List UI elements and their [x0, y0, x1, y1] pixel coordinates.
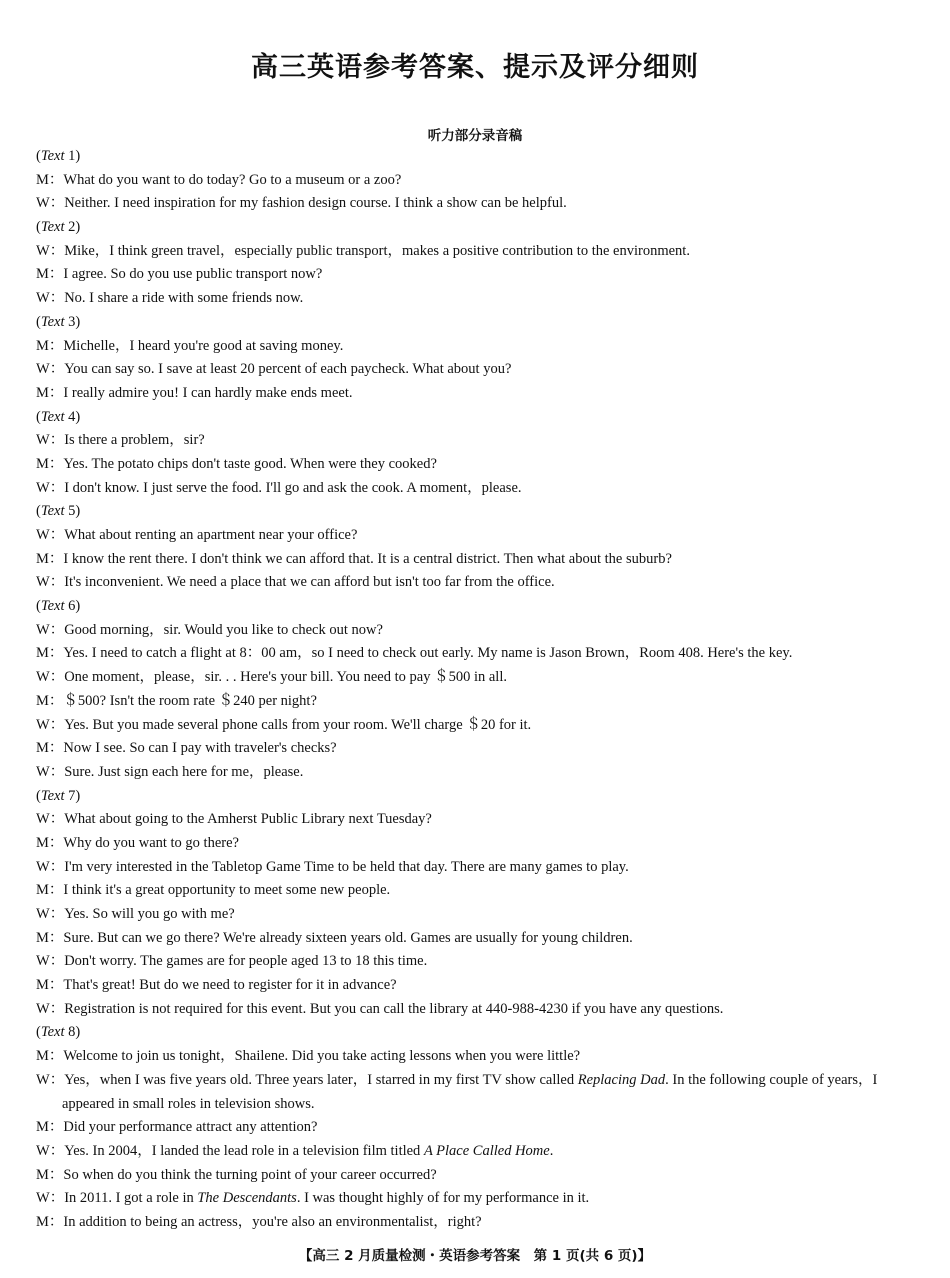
speaker: W [36, 716, 50, 733]
utterance: Yes. But you made several phone calls from your room. We'll charge ＄20 for it. [64, 716, 532, 733]
speaker: W [36, 479, 50, 496]
dialogue-line: M：Welcome to join us tonight，Shailene. Did you take acting lessons when you were little? [36, 1048, 581, 1065]
utterance: Yes. So will you go with me? [64, 906, 235, 922]
dialogue-line: W：It's inconvenient. We need a place that we can afford but isn't too far from the office. [36, 574, 555, 591]
utterance: Why do you want to go there? [63, 834, 239, 851]
dialogue-line: W：Yes，when I was five years old. Three years later，I starred in my first TV show called Replacing Dad. In the following couple of years，I appeared in small roles in television shows. [36, 1071, 878, 1112]
title-italic: Replacing Dad [577, 1071, 666, 1088]
utterance: Yes. The potato chips don't taste good. When were they cooked? [63, 455, 437, 472]
speaker: W [36, 621, 50, 638]
utterance: Sure. Just sign each here for me，please. [64, 763, 304, 780]
speaker: W [36, 953, 50, 970]
speaker: W [36, 527, 50, 543]
utterance: . In the following couple of years，I appeared in small roles in television shows. [62, 1071, 878, 1112]
utterance: Now I see. So can I pay with traveler's checks? [63, 740, 337, 757]
dialogue-line: M：That's great! But do we need to register for it in advance? [36, 977, 397, 994]
text-label-content: (Text 1) [36, 148, 81, 164]
speaker: W [36, 574, 50, 591]
utterance: No. I share a ride with some friends now. [64, 290, 304, 307]
dialogue-line: M：I think it's a great opportunity to meet some new people. [36, 882, 391, 899]
speaker: M [36, 977, 49, 994]
dialogue-line: W：Yes. But you made several phone calls from your room. We'll charge ＄20 for it. [36, 716, 532, 733]
utterance: It's inconvenient. We need a place that we can afford but isn't too far from the office. [64, 574, 555, 591]
utterance: I know the rent there. I don't think we can afford that. It is a central district. Then what about the suburb? [63, 550, 672, 567]
transcript [36, 145, 924, 1235]
utterance: Yes. I need to catch a flight at 8：00 am，so I need to check out early. My name is Jason Brown，Room 408. Here's the key. [63, 645, 793, 662]
speaker: M [36, 882, 49, 899]
dialogue-line: W：Yes. In 2004，I landed the lead role in a television film titled A Place Called Home. [36, 1142, 554, 1159]
speaker: M [36, 834, 49, 851]
utterance: Sure. But can we go there? We're already sixteen years old. Games are usually for young children. [63, 929, 633, 946]
dialogue-line: W：Is there a problem，sir? [36, 432, 205, 449]
dialogue-line: W：Sure. Just sign each here for me，please. [36, 763, 304, 780]
dialogue-line: W：Don't worry. The games are for people aged 13 to 18 this time. [36, 953, 428, 970]
dialogue-line: M：＄500? Isn't the room rate ＄240 per night? [36, 692, 317, 709]
speaker: M [36, 455, 49, 472]
speaker: M [36, 645, 49, 662]
text-label-content: (Text 5) [36, 503, 81, 520]
speaker: M [36, 740, 49, 757]
dialogue-line: M：Sure. But can we go there? We're already sixteen years old. Games are usually for young children. [36, 929, 633, 946]
utterance: Registration is not required for this event. But you can call the library at 440-988-4230 if you have any questions. [64, 1000, 724, 1017]
utterance: What do you want to do today? Go to a museum or a zoo? [63, 171, 402, 188]
speaker: M [36, 1214, 49, 1230]
text-label [36, 406, 924, 430]
text-label [36, 785, 924, 809]
speaker: M [36, 929, 49, 946]
dialogue-line: W：Yes. So will you go with me? [36, 906, 235, 922]
dialogue-line: W：Neither. I need inspiration for my fashion design course. I think a show can be helpful. [36, 195, 567, 212]
dialogue-line: W：I'm very interested in the Tabletop Game Time to be held that day. There are many games to play. [36, 858, 629, 875]
utterance: Welcome to join us tonight，Shailene. Did you take acting lessons when you were little? [63, 1048, 581, 1065]
speaker: M [36, 1119, 49, 1136]
text-label-content: (Text 6) [36, 598, 81, 615]
text-label [36, 500, 924, 524]
speaker: M [36, 1166, 49, 1183]
title-italic: A Place Called Home [423, 1142, 550, 1159]
utterance: I really admire you! I can hardly make ends meet. [63, 384, 353, 401]
dialogue-line: W：I don't know. I just serve the food. I'll go and ask the cook. A moment，please. [36, 479, 522, 496]
speaker: W [36, 195, 50, 212]
text-label-content: (Text 7) [36, 787, 81, 804]
utterance: I agree. So do you use public transport now? [63, 266, 323, 283]
dialogue-line: M：Yes. The potato chips don't taste good. When were they cooked? [36, 455, 437, 472]
text-label-content: (Text 3) [36, 313, 81, 330]
utterance: You can say so. I save at least 20 percent of each paycheck. What about you? [64, 361, 512, 378]
dialogue-line: M：I really admire you! I can hardly make ends meet. [36, 384, 353, 401]
speaker: W [36, 1071, 50, 1088]
utterance: So when do you think the turning point of your career occurred? [63, 1166, 437, 1183]
utterance: What about going to the Amherst Public Library next Tuesday? [64, 811, 432, 828]
speaker: W [36, 763, 50, 780]
text-label-content: (Text 8) [36, 1024, 81, 1041]
dialogue-line: M：Why do you want to go there? [36, 834, 239, 851]
speaker: W [36, 669, 50, 686]
utterance: I don't know. I just serve the food. I'll go and ask the cook. A moment，please. [64, 479, 522, 496]
speaker: M [36, 337, 49, 354]
text-label-content: (Text 2) [36, 219, 81, 236]
dialogue-line: W：No. I share a ride with some friends now. [36, 290, 304, 307]
page-title: 高三英语参考答案、提示及评分细则 [251, 52, 699, 83]
utterance: Michelle，I heard you're good at saving money. [63, 337, 344, 354]
dialogue-line: M：I know the rent there. I don't think we can afford that. It is a central district. Then what about the suburb? [36, 550, 672, 567]
utterance: Did your performance attract any attention? [63, 1119, 318, 1136]
utterance: Yes，when I was five years old. Three years later，I starred in my first TV show called [64, 1071, 578, 1088]
dialogue-line: M：Michelle，I heard you're good at saving money. [36, 337, 344, 354]
dialogue-line: W：What about renting an apartment near your office? [36, 527, 358, 543]
text-label [36, 1021, 924, 1045]
utterance: Don't worry. The games are for people aged 13 to 18 this time. [64, 953, 428, 970]
speaker: W [36, 242, 50, 259]
utterance: Neither. I need inspiration for my fashion design course. I think a show can be helpful. [64, 195, 567, 212]
text-label [36, 145, 924, 169]
dialogue-line: W：Registration is not required for this event. But you can call the library at 440-988-4230 if you have any questions. [36, 1000, 724, 1017]
speaker: M [36, 266, 49, 283]
utterance: That's great! But do we need to register for it in advance? [63, 977, 397, 994]
dialogue-line: W：Mike，I think green travel，especially public transport，makes a positive contribution to the environment. [36, 242, 690, 259]
text-label [36, 595, 924, 619]
utterance: What about renting an apartment near your office? [64, 527, 358, 543]
page-footer: 【高三 2 月质量检测・英语参考答案 第 1 页(共 6 页)】 [298, 1248, 652, 1264]
speaker: W [36, 432, 50, 449]
utterance: . [549, 1142, 554, 1159]
text-label [36, 311, 924, 335]
dialogue-line: M：I agree. So do you use public transport now? [36, 266, 323, 283]
speaker: W [36, 811, 50, 828]
dialogue-line: W：One moment，please，sir. . . Here's your bill. You need to pay ＄500 in all. [36, 669, 507, 686]
speaker: W [36, 906, 50, 922]
speaker: M [36, 384, 49, 401]
speaker: W [36, 361, 50, 378]
utterance: One moment，please，sir. . . Here's your bill. You need to pay ＄500 in all. [64, 669, 507, 686]
utterance: Good morning，sir. Would you like to check out now? [64, 621, 383, 638]
utterance: I'm very interested in the Tabletop Game Time to be held that day. There are many games to play. [64, 858, 629, 875]
dialogue-line: W：In 2011. I got a role in The Descendants. I was thought highly of for my performance in it. [36, 1190, 590, 1207]
speaker: W [36, 290, 50, 307]
utterance: In addition to being an actress，you're also an environmentalist，right? [63, 1214, 482, 1230]
utterance: Yes. In 2004，I landed the lead role in a television film titled [64, 1142, 424, 1159]
section-title: 听力部分录音稿 [427, 128, 523, 144]
utterance: ＄500? Isn't the room rate ＄240 per night? [63, 692, 317, 709]
dialogue-line: M：Yes. I need to catch a flight at 8：00 am，so I need to check out early. My name is Jason Brown，Room 408. Here's the key. [36, 645, 793, 662]
utterance: . I was thought highly of for my performance in it. [296, 1190, 590, 1207]
dialogue-line: M：In addition to being an actress，you're also an environmentalist，right? [36, 1214, 482, 1230]
utterance: I think it's a great opportunity to meet some new people. [63, 882, 391, 899]
dialogue-line: M：Did your performance attract any attention? [36, 1119, 318, 1136]
text-label-content: (Text 4) [36, 408, 81, 425]
utterance: In 2011. I got a role in [64, 1190, 198, 1207]
dialogue-line: M：Now I see. So can I pay with traveler's checks? [36, 740, 337, 757]
speaker: W [36, 1190, 50, 1207]
speaker: M [36, 171, 49, 188]
speaker: M [36, 1048, 49, 1065]
utterance: Is there a problem，sir? [64, 432, 205, 449]
speaker: W [36, 858, 50, 875]
dialogue-line: W：Good morning，sir. Would you like to check out now? [36, 621, 383, 638]
dialogue-line: M：So when do you think the turning point of your career occurred? [36, 1166, 437, 1183]
dialogue-line: M：What do you want to do today? Go to a museum or a zoo? [36, 171, 402, 188]
utterance: Mike，I think green travel，especially public transport，makes a positive contribution to the environment. [64, 242, 690, 259]
speaker: W [36, 1000, 50, 1017]
title-italic: The Descendants [197, 1190, 297, 1207]
speaker: M [36, 550, 49, 567]
speaker: M [36, 692, 49, 709]
text-label [36, 216, 924, 240]
dialogue-line: W：What about going to the Amherst Public Library next Tuesday? [36, 811, 432, 828]
dialogue-line: W：You can say so. I save at least 20 percent of each paycheck. What about you? [36, 361, 512, 378]
speaker: W [36, 1142, 50, 1159]
